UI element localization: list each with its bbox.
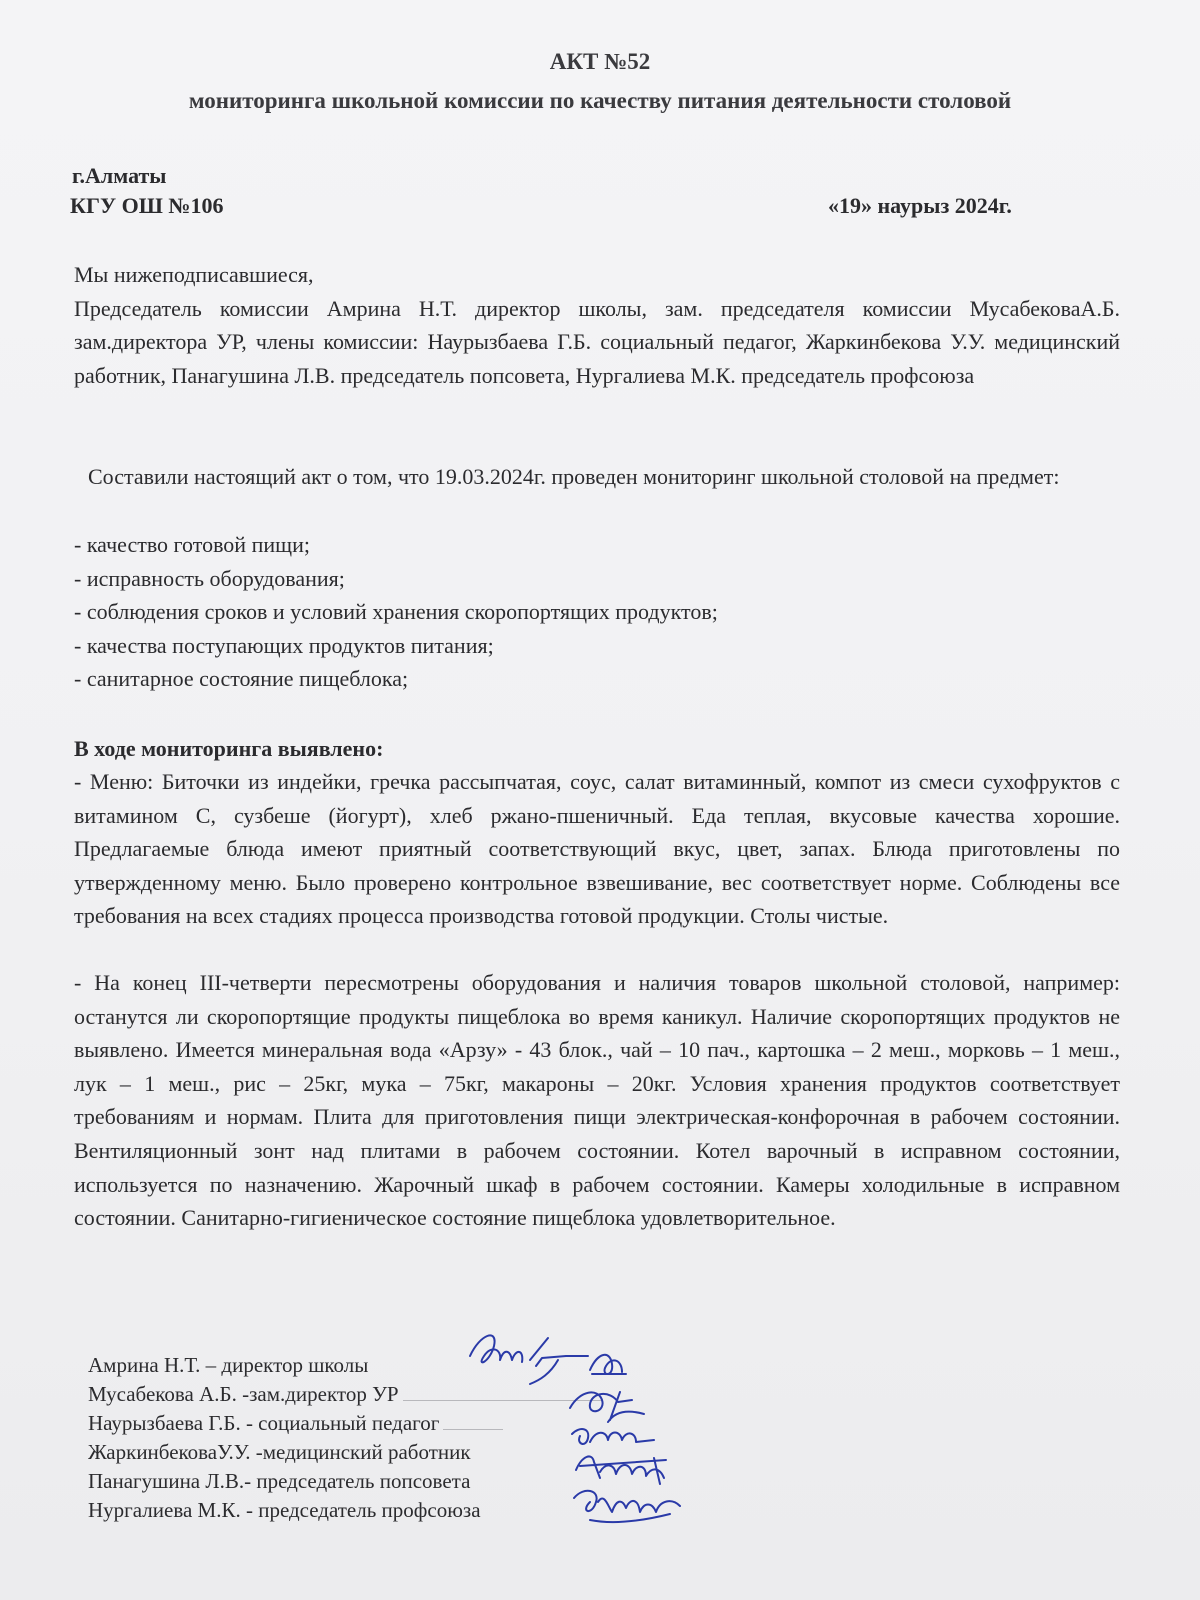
signature-stroke <box>574 1491 680 1522</box>
findings-equipment-paragraph: - На конец III-четверти пересмотрены оборудования и наличия товаров школьной столовой, например: останутся ли скоропортящие продукты пищеблока во время каникул. Наличие скоропортящих продуктов не выявлено. Имеется минеральная вода «Арзу» - 43 блок., чай – 10 пач., картошка – 2 меш., морковь – 1 меш., лук – 1 меш., рис – 25кг, мука – 75кг, макароны – 20кг. Условия хранения продуктов соответствует требованиям и нормам. Плита для приготовления пищи электрическая-конфорочная в рабочем состоянии. Вентиляционный зонт над плитами в рабочем состоянии. Котел варочный в исправном состоянии, используется по назначению. Жарочный шкаф в рабочем состоянии. Камеры холодильные в исправном состоянии. Санитарно-гигиеническое состояние пищеблока удовлетворительное. <box>74 970 1120 1231</box>
act-subtitle: мониторинга школьной комиссии по качеству питания деятельности столовой <box>188 88 1012 113</box>
list-item: - соблюдения сроков и условий хранения скоропортящих продуктов; <box>74 599 718 625</box>
list-item: - санитарное состояние пищеблока; <box>74 666 409 692</box>
purpose-list <box>74 528 1120 696</box>
signature-row <box>88 1437 471 1467</box>
signatory: Наурызбаева Г.Б. - социальный педагог <box>88 1411 440 1435</box>
list-item: - качество готовой пищи; <box>74 532 310 557</box>
signatory: Мусабекова А.Б. -зам.директор УР <box>88 1382 399 1406</box>
signatory: Нургалиева М.К. - председатель профсоюза <box>88 1498 481 1522</box>
signature-row <box>88 1350 368 1380</box>
signature-row <box>88 1495 481 1525</box>
purpose-text: Составили настоящий акт о том, что 19.03.2024г. проведен мониторинг школьной столовой на предмет: <box>88 464 1060 489</box>
list-item: - качества поступающих продуктов питания; <box>74 632 494 658</box>
intro-block <box>74 258 1120 392</box>
intro-greeting: Мы нижеподписавшиеся, <box>74 262 314 287</box>
list-item: - исправность оборудования; <box>74 565 345 591</box>
signature-stroke <box>576 1456 666 1484</box>
signatory: Амрина Н.Т. – директор школы <box>88 1353 369 1377</box>
signature-row <box>88 1466 470 1496</box>
findings-heading: В ходе мониторинга выявлено: <box>74 736 384 761</box>
findings-menu-paragraph: - Меню: Биточки из индейки, гречка рассыпчатая, соус, салат витаминный, компот из смеси сухофруктов с витамином С, сузбеше (йогурт), хлеб ржано-пшеничный. Еда теплая, вкусовые качества хорошие. Предлагаемые блюда имеют приятный соответствующий вкус, цвет, запах. Блюда приготовлены по утвержденному меню. Было проверено контрольное взвешивание, вес соответствует норме. Соблюдены все требования на всех стадиях процесса производства готовой продукции. Столы чистые. <box>74 769 1120 929</box>
act-title: АКТ №52 <box>549 49 651 74</box>
school-name: КГУ ОШ №106 <box>70 193 224 218</box>
commission-members: Председатель комиссии Амрина Н.Т. директор школы, зам. председателя комиссии МусабековаА.Б. зам.директора УР, члены комиссии: Наурызбаева Г.Б. социальный педагог, Жаркинбекова У.У. медицинский работник, Панагушина Л.В. председатель попсовета, Нургалиева М.К. председатель профсоюза <box>74 295 1120 388</box>
signature-stroke <box>470 1335 588 1384</box>
city: г.Алматы <box>72 163 167 188</box>
act-date: «19» наурыз 2024г. <box>828 193 1012 218</box>
signature-stroke <box>590 1355 626 1374</box>
signatory: Панагушина Л.В.- председатель попсовета <box>88 1469 471 1493</box>
signature-stroke <box>570 1392 644 1422</box>
signature-stroke <box>572 1429 654 1444</box>
signatory: ЖаркинбековаУ.У. -медицинский работник <box>88 1440 471 1464</box>
handwritten-signatures <box>440 1330 700 1540</box>
